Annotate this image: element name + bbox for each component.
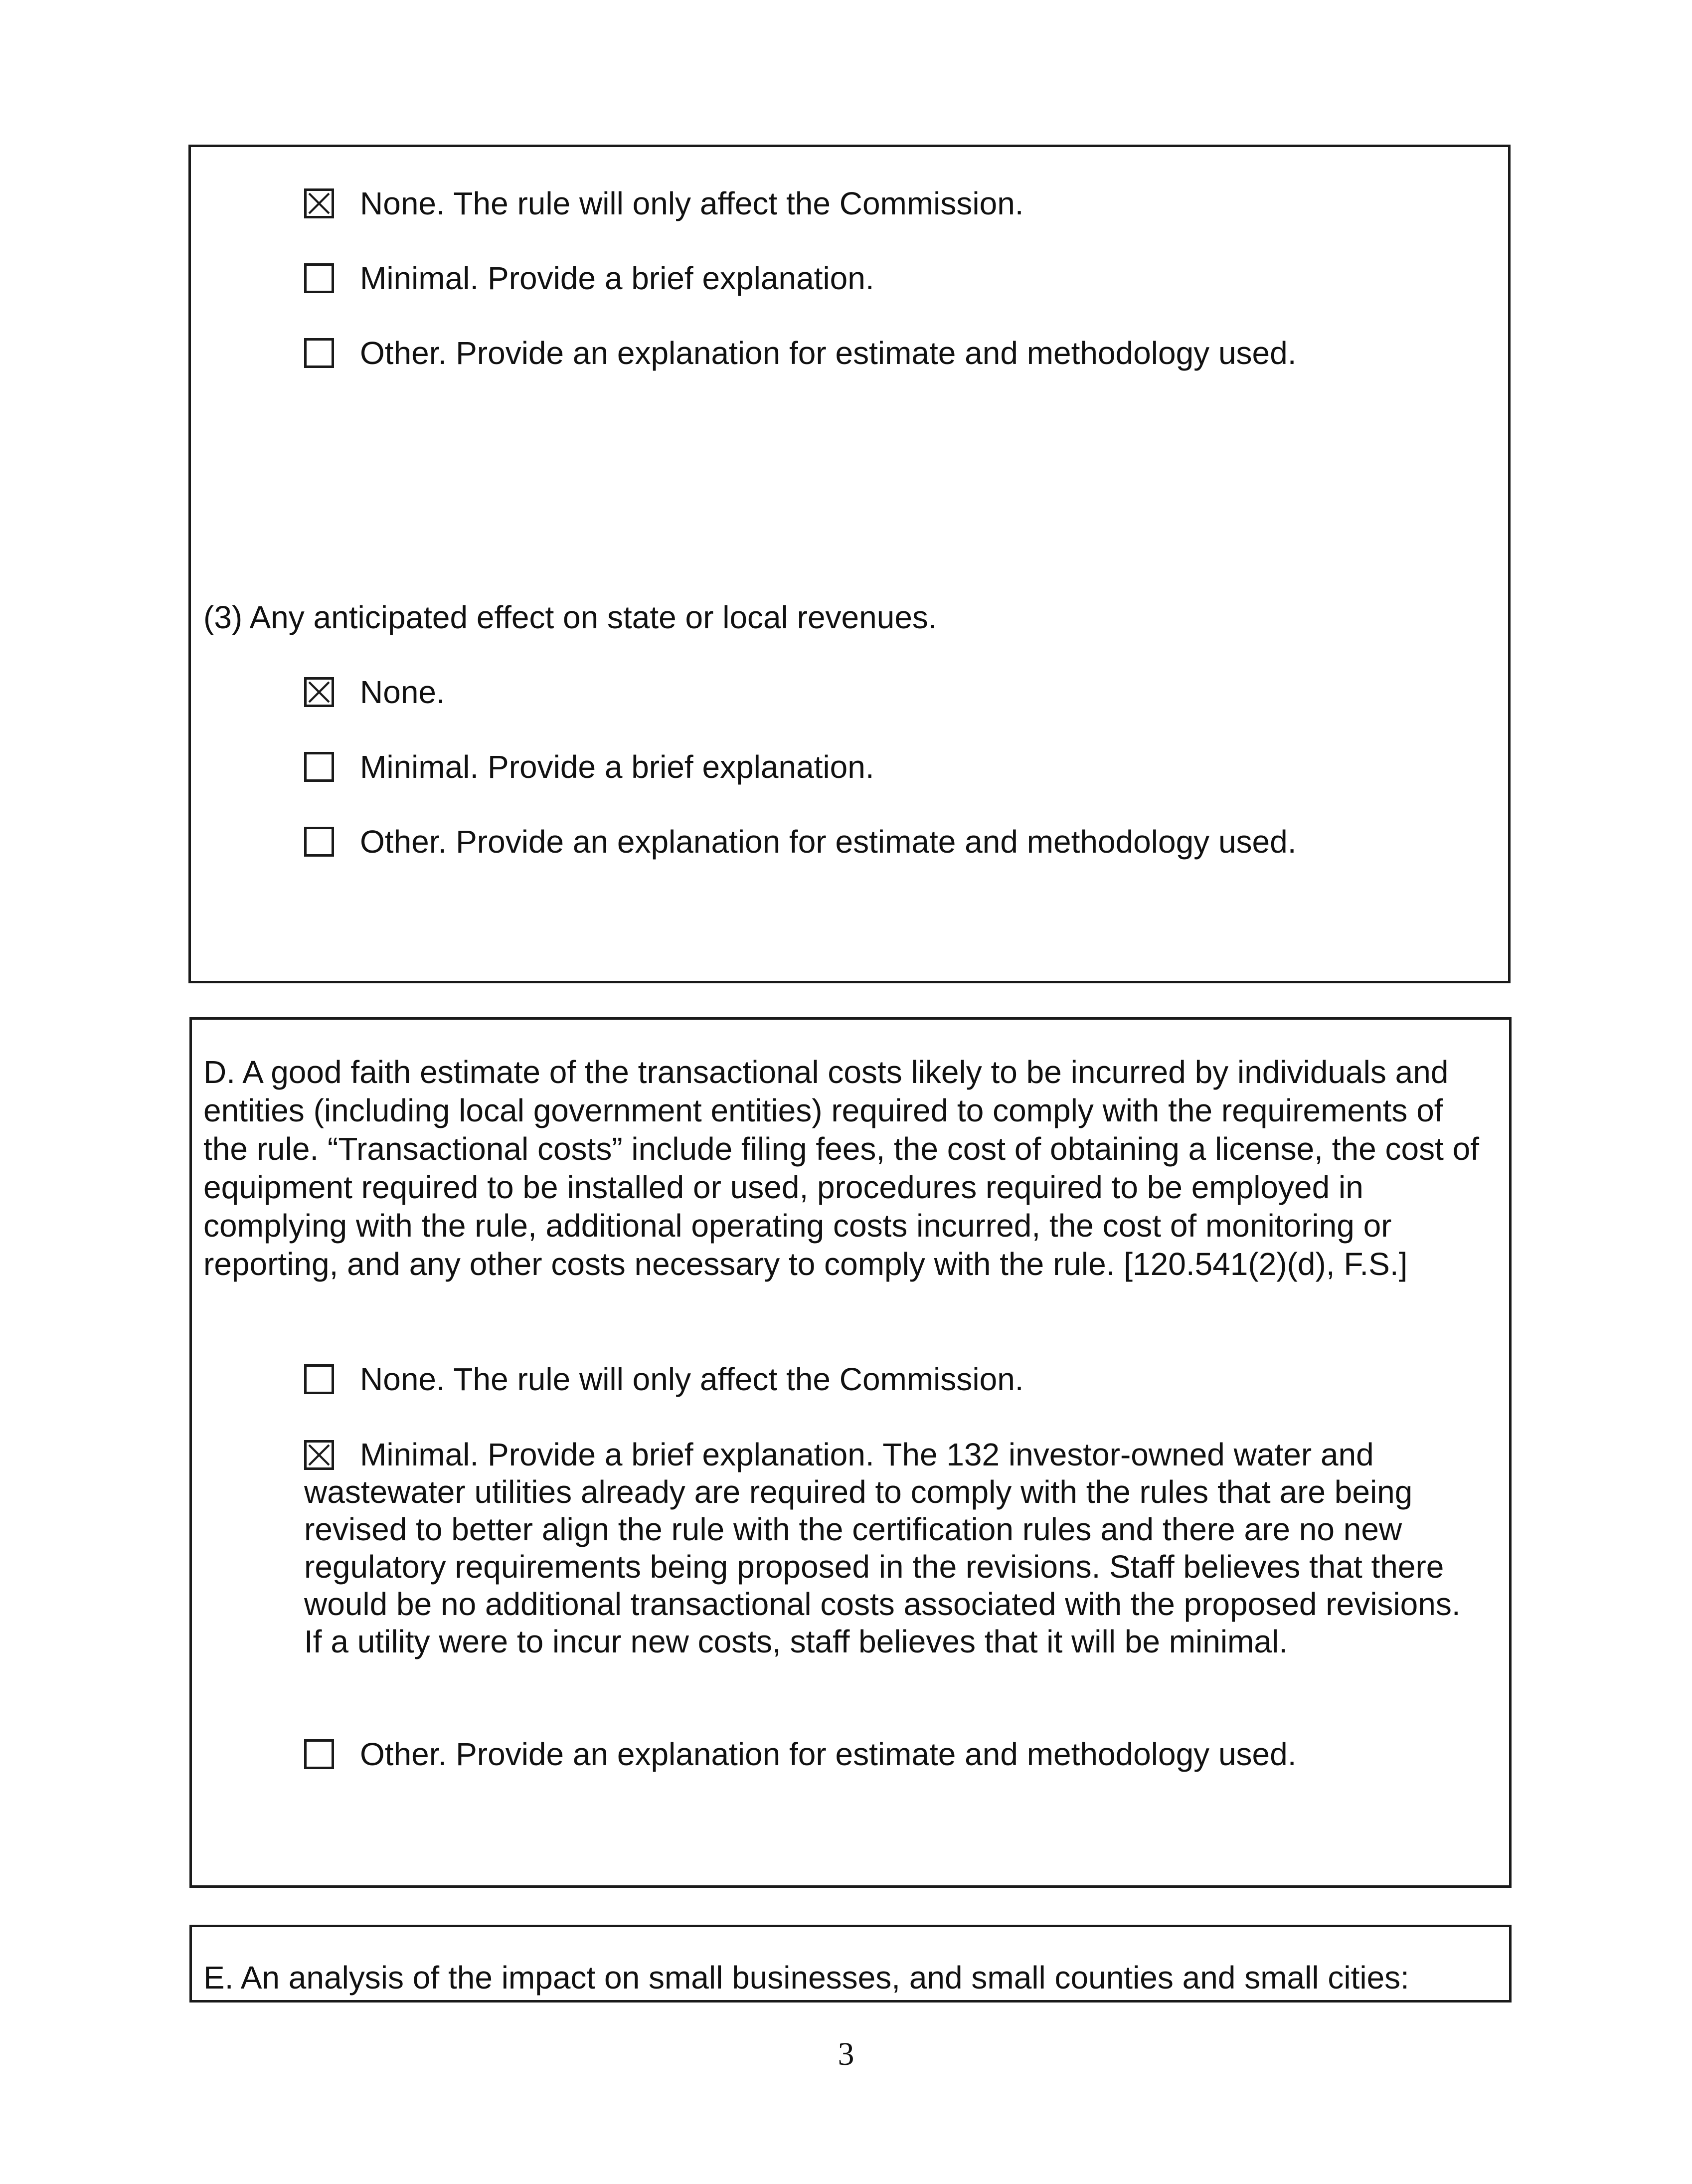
d-option-none[interactable] bbox=[304, 1360, 1481, 1398]
d-none-label: None. The rule will only affect the Commission. bbox=[360, 1361, 1024, 1397]
c2-none-checkbox[interactable] bbox=[304, 188, 334, 218]
c2-minimal-label: Minimal. Provide a brief explanation. bbox=[360, 260, 874, 296]
c3-other-checkbox[interactable] bbox=[304, 827, 334, 857]
c2-option-none[interactable] bbox=[304, 184, 1481, 222]
section-d-heading: D. A good faith estimate of the transactional costs likely to be incurred by individuals and entities (including local government entities) required to comply with the requirements of the rule. “Transactional costs” include filing fees, the cost of obtaining a license, the cost of equipment required to be installed or used, procedures required to be employed in complying with the rule, additional operating costs incurred, the cost of monitoring or reporting, and any other costs necessary to comply with the rule. [120.541(2)(d), F.S.] bbox=[203, 1054, 1479, 1282]
c2-other-checkbox[interactable] bbox=[304, 338, 334, 368]
section-e-heading: E. An analysis of the impact on small businesses, and small counties and small cities: bbox=[203, 1960, 1409, 1996]
c3-minimal-label: Minimal. Provide a brief explanation. bbox=[360, 749, 874, 785]
checked-x-icon bbox=[307, 191, 332, 216]
d-other-checkbox[interactable] bbox=[304, 1739, 334, 1769]
d-minimal-label: Minimal. Provide a brief explanation. The 132 investor-owned water and wastewater utilities already are required to comply with the rules that are being revised to better align the rule with the certification rules and there are no new regulatory requirements being proposed in the revisions. Staff believes that there would be no additional transactional costs associated with the proposed revisions. If a utility were to incur new costs, staff believes that it will be minimal. bbox=[304, 1437, 1461, 1659]
checked-x-icon bbox=[307, 680, 332, 705]
c3-option-other[interactable] bbox=[304, 823, 1481, 861]
c3-heading: (3) Any anticipated effect on state or local revenues. bbox=[203, 599, 937, 635]
c2-option-minimal[interactable] bbox=[304, 259, 1481, 297]
c3-none-label: None. bbox=[360, 674, 445, 710]
page-number: 3 bbox=[838, 2036, 854, 2072]
c2-minimal-checkbox[interactable] bbox=[304, 263, 334, 293]
c2-none-label: None. The rule will only affect the Commission. bbox=[360, 185, 1024, 221]
c3-other-label: Other. Provide an explanation for estimate and methodology used. bbox=[360, 824, 1297, 860]
c3-none-checkbox[interactable] bbox=[304, 677, 334, 707]
c3-option-minimal[interactable] bbox=[304, 748, 1481, 786]
d-option-other[interactable] bbox=[304, 1735, 1481, 1773]
c2-option-other[interactable] bbox=[304, 334, 1481, 372]
checked-x-icon bbox=[307, 1443, 332, 1467]
d-minimal-checkbox[interactable] bbox=[304, 1440, 334, 1470]
c2-other-label: Other. Provide an explanation for estimate and methodology used. bbox=[360, 335, 1297, 371]
d-option-minimal[interactable] bbox=[304, 1436, 1481, 1660]
d-none-checkbox[interactable] bbox=[304, 1364, 334, 1394]
d-other-label: Other. Provide an explanation for estimate and methodology used. bbox=[360, 1736, 1297, 1772]
c3-option-none[interactable] bbox=[304, 673, 1481, 711]
c3-minimal-checkbox[interactable] bbox=[304, 752, 334, 782]
